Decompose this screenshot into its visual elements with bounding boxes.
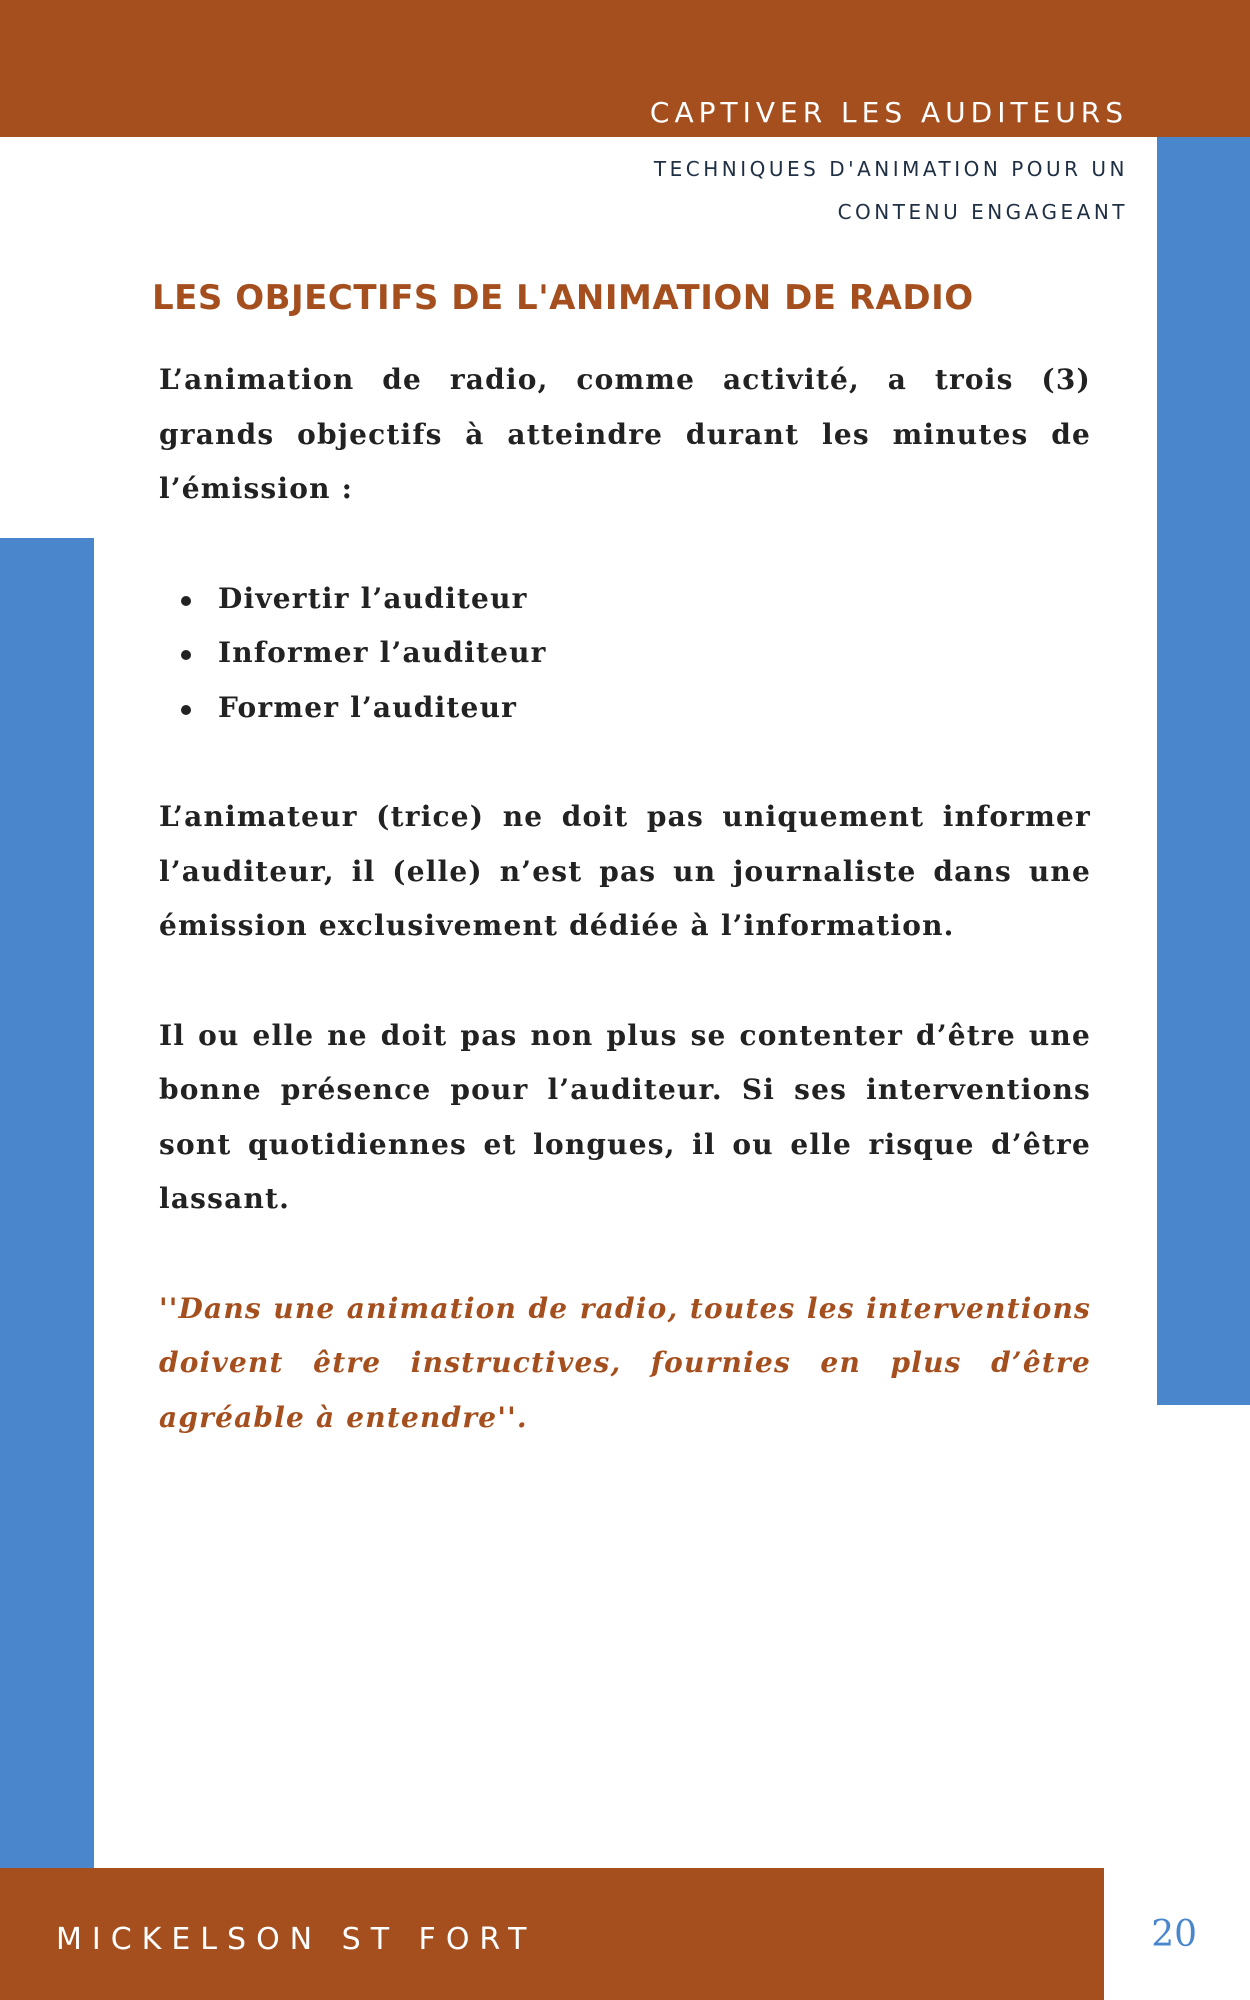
main-content	[159, 353, 1091, 1445]
author-name: MICKELSON ST FORT	[56, 1922, 537, 1957]
highlight-quote: ''Dans une animation de radio, toutes les interventions doivent être instructives, fournies en plus d’être agréable à entendre''.	[159, 1291, 1091, 1434]
spacer	[159, 954, 1091, 1009]
list-item	[159, 572, 1091, 627]
objectives-list	[159, 572, 1091, 736]
bullet-icon	[181, 650, 191, 660]
intro-paragraph: L’animation de radio, comme activité, a trois (3) grands objectifs à atteindre durant les minutes de l’émission :	[159, 363, 1091, 505]
section-heading: LES OBJECTIFS DE L'ANIMATION DE RADIO	[152, 278, 974, 318]
paragraph-presence: Il ou elle ne doit pas non plus se contenter d’être une bonne présence pour l’auditeur. Si ses interventions sont quotidiennes et longues, il ou elle risque d’être lassant.	[159, 1018, 1091, 1215]
bullet-icon	[181, 596, 191, 606]
list-item	[159, 681, 1091, 736]
bullet-icon	[181, 705, 191, 715]
spacer	[159, 1227, 1091, 1282]
right-accent-bar	[1157, 137, 1250, 1405]
objective-label: Divertir l’auditeur	[218, 581, 528, 615]
spacer	[159, 735, 1091, 790]
objective-label: Former l’auditeur	[218, 690, 518, 724]
objective-label: Informer l’auditeur	[218, 636, 547, 669]
list-item	[159, 626, 1091, 681]
series-subtitle: TECHNIQUES D'ANIMATION POUR UN CONTENU ENGAGEANT	[653, 157, 1128, 224]
spacer	[159, 517, 1091, 572]
left-accent-bar	[0, 538, 94, 1868]
page-number: 20	[1151, 1914, 1197, 1955]
series-title: CAPTIVER LES AUDITEURS	[649, 96, 1128, 129]
paragraph-animator-role: L’animateur (trice) ne doit pas uniquement informer l’auditeur, il (elle) n’est pas un journaliste dans une émission exclusivement dédiée à l’information.	[159, 800, 1091, 942]
